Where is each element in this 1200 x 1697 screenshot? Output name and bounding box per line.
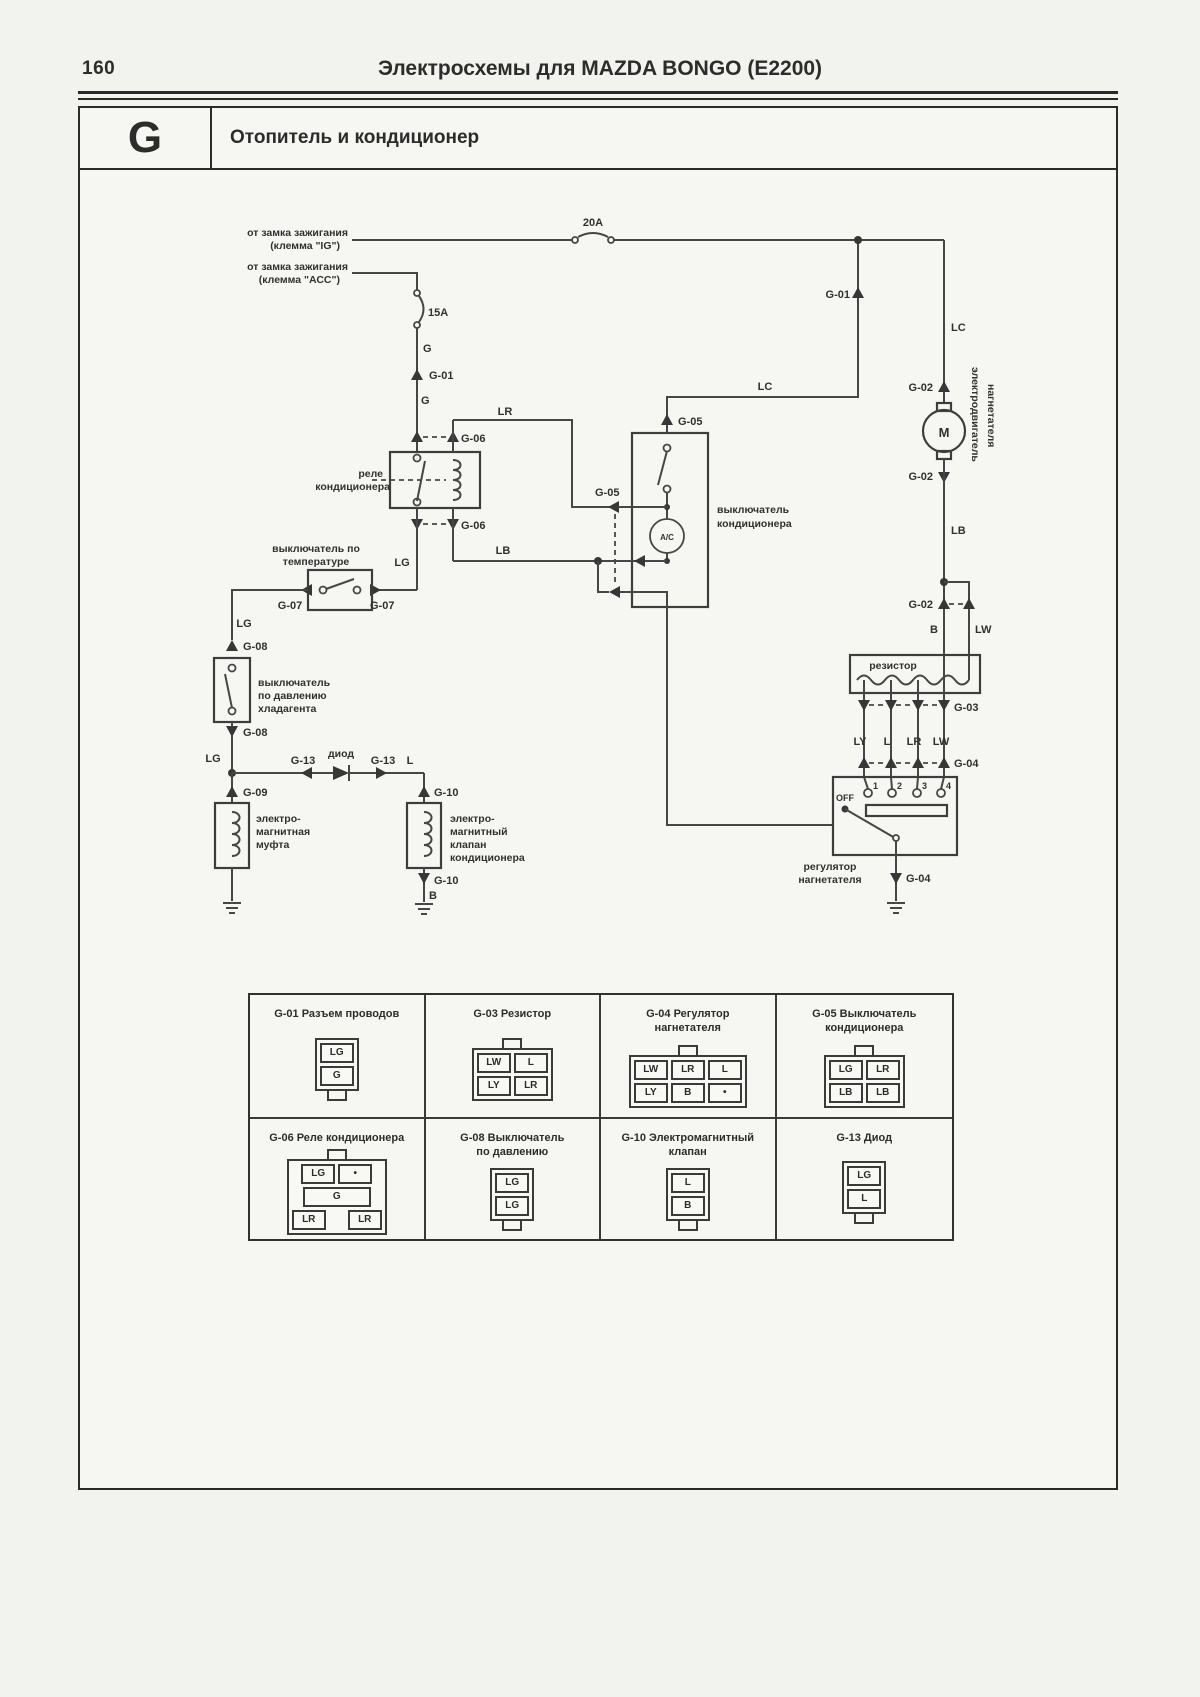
pin: LG	[829, 1060, 863, 1080]
pos-4-label: 4	[946, 781, 952, 791]
legend-cell-g05	[777, 995, 953, 1119]
selector-contact	[845, 809, 895, 838]
cell-title: G-05 Выключатель кондиционера	[812, 1008, 917, 1034]
conn-g05-label: G-05	[678, 416, 703, 428]
valve-name2: магнитный	[450, 826, 508, 838]
switch-contact	[225, 674, 232, 708]
acc-source-label2: (клемма "АСС")	[258, 274, 340, 286]
connector-tab	[327, 1089, 347, 1101]
ig-source-label: от замка зажигания	[247, 227, 348, 239]
valve-name4: кондиционера	[450, 852, 525, 864]
pin: L	[671, 1173, 705, 1193]
conn-g01-label: G-01	[429, 370, 454, 382]
connector-g04	[629, 1045, 747, 1108]
wire-label-b: B	[930, 624, 938, 636]
power-feed-wires	[352, 233, 944, 452]
cell-title: G-13 Диод	[836, 1132, 893, 1144]
fuse-20a-label: 20A	[582, 217, 604, 229]
wire-label-g: G	[421, 395, 430, 407]
fuse-15a-icon	[414, 290, 420, 296]
temp-switch-name2: температуре	[282, 556, 350, 568]
legend-cell-g13	[777, 1119, 953, 1239]
legend-cell-g06	[250, 1119, 426, 1239]
clutch-coil-icon	[232, 812, 240, 856]
pin: •	[338, 1164, 372, 1184]
conn-g10-label: G-10	[434, 787, 459, 799]
pin: LR	[292, 1210, 326, 1230]
conn-g02-label: G-02	[908, 382, 933, 394]
clutch-name: электро-	[256, 813, 301, 825]
pin: B	[671, 1083, 705, 1103]
conn-g06-label: G-06	[461, 433, 486, 445]
ac-relay	[372, 420, 480, 590]
motor-name2: нагнетателя	[985, 384, 997, 448]
wire-label-l: L	[883, 736, 891, 748]
connector-g06	[287, 1149, 387, 1235]
pin: L	[514, 1053, 548, 1073]
connector-arrow	[411, 369, 423, 380]
pin: LY	[634, 1083, 668, 1103]
pin: LW	[634, 1060, 668, 1080]
conn-g13-label: G-13	[290, 755, 316, 767]
wire-label-lg: LG	[394, 557, 410, 569]
ac-switch-name2: кондиционера	[717, 518, 792, 530]
connector-tab	[678, 1219, 698, 1231]
connector-g10	[666, 1168, 710, 1231]
cell-title: G-03 Резистор	[473, 1008, 552, 1020]
pin: B	[671, 1196, 705, 1216]
pin: LY	[477, 1076, 511, 1096]
conn-g09-label: G-09	[243, 787, 268, 799]
pos-2-label: 2	[897, 781, 903, 791]
temp-switch-name: выключатель по	[272, 543, 360, 555]
switch-contact	[326, 579, 354, 589]
conn-g07-label: G-07	[370, 600, 395, 612]
diode-icon	[333, 766, 349, 780]
page-title: Электросхемы для MAZDA BONGO (E2200)	[377, 57, 823, 80]
pin: LR	[671, 1060, 705, 1080]
conn-g04-label: G-04	[906, 873, 931, 885]
pressure-switch-name3: хладагента	[258, 703, 317, 715]
legend-cell-g04	[601, 995, 777, 1119]
wiring-diagram	[80, 168, 1116, 990]
pressure-switch-name2: по давлению	[258, 690, 327, 702]
conn-g10-label: G-10	[434, 875, 459, 887]
pin: L	[708, 1060, 742, 1080]
wire-label-lw: LW	[975, 624, 992, 636]
ground-icon	[415, 904, 433, 914]
wire-label-ly: LY	[853, 736, 867, 748]
motor-name: электродвигатель	[969, 367, 981, 462]
lamp-label: A/C	[660, 533, 674, 542]
pin: G	[320, 1066, 354, 1086]
acc-source-label: от замка зажигания	[247, 261, 348, 273]
pos-3-label: 3	[922, 781, 928, 791]
conn-g08-label: G-08	[243, 641, 268, 653]
regulator-name: регулятор	[803, 861, 857, 873]
connector-g05	[824, 1045, 905, 1108]
pin: LB	[829, 1083, 863, 1103]
valve-name3: клапан	[450, 839, 487, 851]
relay-name2: кондиционера	[315, 481, 390, 493]
diode-name: диод	[327, 748, 355, 760]
pin: LB	[866, 1083, 900, 1103]
pin: LG	[301, 1164, 335, 1184]
legend-cell-g08	[426, 1119, 602, 1239]
connector-arrow	[852, 287, 864, 298]
conn-g02-label: G-02	[908, 599, 933, 611]
cell-title: G-04 Регулятор нагнетателя	[646, 1008, 730, 1034]
wire-label-g: G	[423, 343, 432, 355]
wire-label-lb: LB	[495, 545, 511, 557]
page-number: 160	[82, 58, 116, 79]
ig-source-label2: (клемма "IG")	[270, 240, 340, 252]
pin: LG	[495, 1173, 529, 1193]
section-band	[80, 108, 1116, 170]
wire-label-lr: LR	[497, 406, 513, 418]
conn-g05-label: G-05	[595, 487, 620, 499]
ac-switch	[453, 414, 833, 825]
connector-g08	[490, 1168, 534, 1231]
legend-cell-g01	[250, 995, 426, 1119]
connector-g01	[315, 1038, 359, 1101]
conn-g03-label: G-03	[954, 702, 979, 714]
pin: LW	[477, 1053, 511, 1073]
ground-icon	[223, 903, 241, 913]
conn-g06-label: G-06	[461, 520, 486, 532]
pressure-switch-name: выключатель	[258, 677, 331, 689]
switch-contact	[658, 451, 667, 485]
wire-label-lg: LG	[205, 753, 221, 765]
valve-coil-icon	[424, 812, 432, 856]
wire-label-lw: LW	[932, 736, 950, 748]
pos-1-label: 1	[873, 781, 879, 791]
pin: LG	[320, 1043, 354, 1063]
section-title: Отопитель и кондиционер	[230, 127, 480, 148]
clutch-name3: муфта	[256, 839, 290, 851]
pin: L	[847, 1189, 881, 1209]
pin: LR	[348, 1210, 382, 1230]
motor-m-label: M	[938, 425, 950, 440]
resistor-name: резистор	[869, 660, 917, 672]
pin: LG	[495, 1196, 529, 1216]
wire-label-lr: LR	[906, 736, 922, 748]
connector-g03	[472, 1038, 553, 1101]
conn-g13-label: G-13	[370, 755, 396, 767]
ground-icon	[887, 903, 905, 913]
section-letter: G	[80, 108, 212, 168]
pin: LR	[866, 1060, 900, 1080]
connector-tab	[502, 1219, 522, 1231]
pin: LG	[847, 1166, 881, 1186]
relay-coil-icon	[453, 460, 461, 500]
wire-label-lg: LG	[236, 618, 252, 630]
cell-title: G-06 Реле кондиционера	[269, 1132, 405, 1144]
conn-g07-label: G-07	[277, 600, 303, 612]
conn-g01-label: G-01	[825, 289, 850, 301]
pin: LR	[514, 1076, 548, 1096]
ac-switch-name: выключатель	[717, 504, 790, 516]
diode-branch	[232, 765, 424, 781]
connector-g13	[842, 1161, 886, 1224]
clutch-name2: магнитная	[256, 826, 311, 838]
relay-contact	[417, 461, 425, 501]
legend-cell-g03	[426, 995, 602, 1119]
regulator-name2: нагнетателя	[798, 874, 862, 886]
resistor-element-icon	[857, 676, 969, 685]
wire-label-b: B	[429, 890, 437, 902]
wire-label-l: L	[406, 755, 414, 767]
cell-title: G-10 Электромагнитный клапан	[621, 1132, 754, 1158]
conn-g02-label: G-02	[908, 471, 933, 483]
conn-g08-label: G-08	[243, 727, 268, 739]
wire-label-lc: LC	[951, 322, 966, 334]
wire-label-lc: LC	[757, 381, 773, 393]
off-label: OFF	[836, 793, 854, 803]
fuse-20a-icon	[572, 237, 578, 243]
fuse-15a-label: 15A	[428, 307, 449, 319]
wire-label-lb: LB	[951, 525, 966, 537]
valve-name: электро-	[450, 813, 495, 825]
cell-title: G-08 Выключатель по давлению	[460, 1132, 565, 1158]
connector-legend-table	[248, 993, 954, 1241]
cell-title: G-01 Разъем проводов	[274, 1008, 400, 1020]
legend-cell-g10	[601, 1119, 777, 1239]
conn-g04-label: G-04	[954, 758, 979, 770]
slider-bar	[866, 805, 947, 816]
header-rule	[78, 91, 1118, 100]
pin: •	[708, 1083, 742, 1103]
relay-name: реле	[358, 468, 383, 480]
connector-tab	[854, 1212, 874, 1224]
pin: G	[303, 1187, 371, 1207]
